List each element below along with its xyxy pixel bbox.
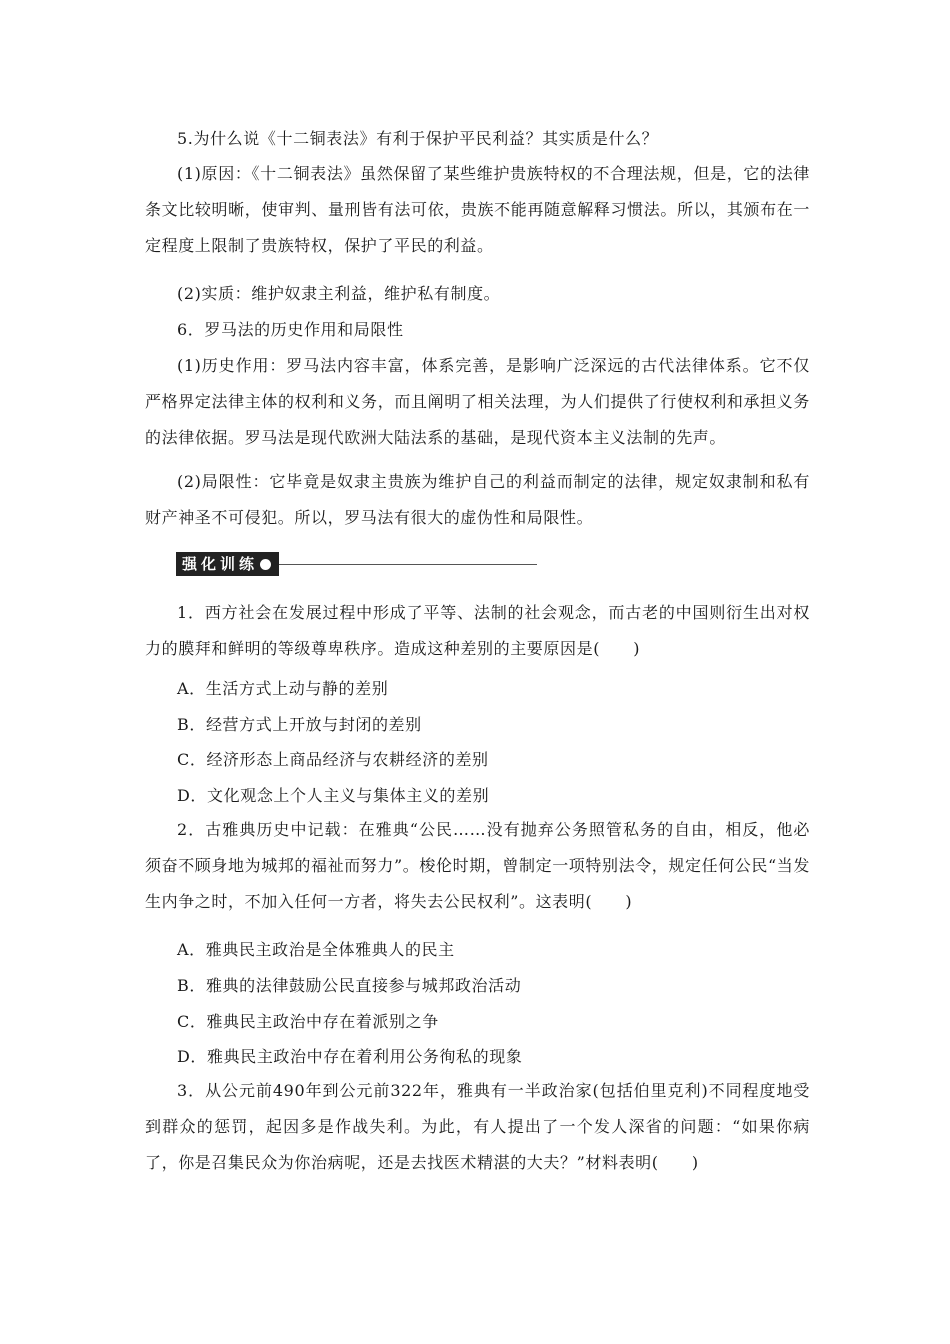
question-1-option-d[interactable]: D．文化观念上个人主义与集体主义的差别 (177, 786, 490, 805)
q5-title: 5.为什么说《十二铜表法》有利于保护平民利益？其实质是什么？ (177, 129, 659, 148)
question-1-option-c[interactable]: C．经济形态上商品经济与农耕经济的差别 (177, 750, 489, 769)
question-1-option-a[interactable]: A．生活方式上动与静的差别 (177, 679, 389, 698)
bullet-dot-icon (260, 559, 271, 570)
question-2-option-a[interactable]: A．雅典民主政治是全体雅典人的民主 (177, 940, 455, 959)
section-header-practice (176, 551, 537, 577)
question-2-option-d[interactable]: D．雅典民主政治中存在着利用公务徇私的现象 (177, 1047, 523, 1066)
section-divider-line (279, 564, 537, 565)
question-2-stem: 2．古雅典历史中记载：在雅典“公民……没有抛弃公务照管私务的自由，相反，他必须奋不顾身地为城邦的福祉而努力”。梭伦时期，曾制定一项特别法令，规定任何公民“当发生内争之时，不加入任何一方者，将失去公民权利”。这表明( ) (145, 820, 810, 911)
q5-essence-paragraph: (2)实质：维护奴隶主利益，维护私有制度。 (177, 284, 501, 303)
section-label-box (176, 552, 279, 576)
question-1-stem: 1．西方社会在发展过程中形成了平等、法制的社会观念，而古老的中国则衍生出对权力的膜拜和鲜明的等级尊卑秩序。造成这种差别的主要原因是( ) (145, 603, 810, 658)
q6-title: 6．罗马法的历史作用和局限性 (177, 320, 404, 339)
question-2-option-b[interactable]: B．雅典的法律鼓励公民直接参与城邦政治活动 (177, 976, 522, 995)
q6-role-paragraph: (1)历史作用：罗马法内容丰富，体系完善，是影响广泛深远的古代法律体系。它不仅严格界定法律主体的权利和义务，而且阐明了相关法理，为人们提供了行使权利和承担义务的法律依据。罗马法是现代欧洲大陆法系的基础，是现代资本主义法制的先声。 (145, 356, 810, 447)
question-2-option-c[interactable]: C．雅典民主政治中存在着派别之争 (177, 1012, 439, 1031)
q6-limit-paragraph: (2)局限性：它毕竟是奴隶主贵族为维护自己的利益而制定的法律，规定奴隶制和私有财产神圣不可侵犯。所以，罗马法有很大的虚伪性和局限性。 (145, 472, 810, 527)
question-3-stem: 3．从公元前490年到公元前322年，雅典有一半政治家(包括伯里克利)不同程度地受到群众的惩罚，起因多是作战失利。为此，有人提出了一个发人深省的问题：“如果你病了，你是召集民众为你治病呢，还是去找医术精湛的大夫？”材料表明( ) (145, 1081, 810, 1172)
section-title: 强化训练 (182, 555, 259, 573)
q5-reason-paragraph: (1)原因：《十二铜表法》虽然保留了某些维护贵族特权的不合理法规，但是，它的法律条文比较明晰，使审判、量刑皆有法可依，贵族不能再随意解释习惯法。所以，其颁布在一定程度上限制了贵族特权，保护了平民的利益。 (145, 164, 810, 255)
question-1-option-b[interactable]: B．经营方式上开放与封闭的差别 (177, 715, 422, 734)
